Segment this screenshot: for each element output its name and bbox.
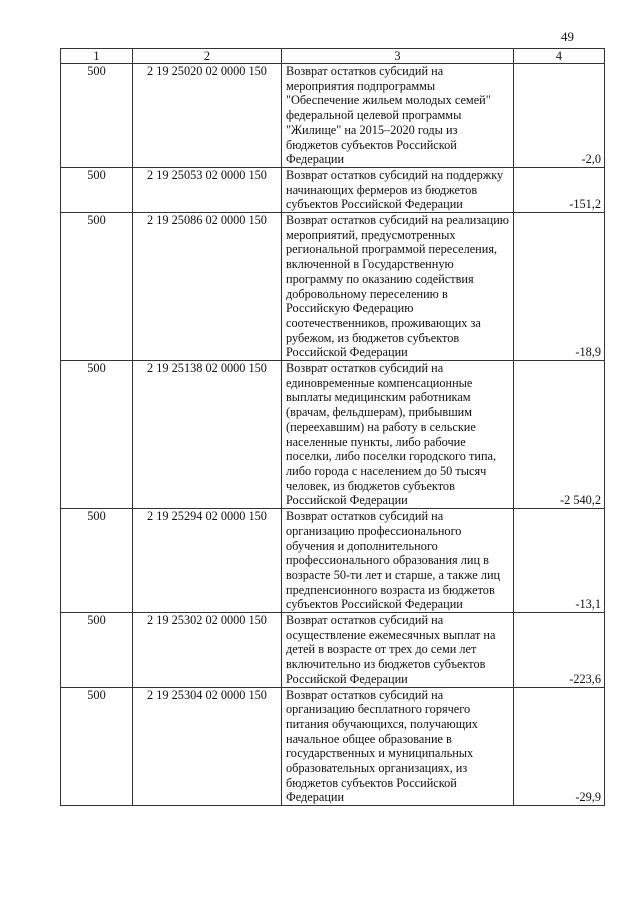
admin-code-cell: 500	[61, 361, 133, 509]
income-name-cell: Возврат остатков субсидий на единовременные компенсационные выплаты медицинским работникам (врачам, фельдшерам), прибывшим (переехавшим) на работу в сельские населенные пункты, либо рабочие поселки, либо поселки городского типа, либо города с населением до 50 тысяч человек, из бюджетов субъектов Российской Федерации	[282, 361, 514, 509]
table-row	[61, 687, 605, 806]
table-row	[61, 167, 605, 212]
budget-code-cell: 2 19 25304 02 0000 150	[133, 687, 282, 806]
column-header-1: 1	[61, 49, 133, 64]
budget-code-cell: 2 19 25302 02 0000 150	[133, 613, 282, 688]
budget-code-cell: 2 19 25138 02 0000 150	[133, 361, 282, 509]
budget-code-cell: 2 19 25086 02 0000 150	[133, 213, 282, 361]
table-row	[61, 509, 605, 613]
table-row	[61, 361, 605, 509]
admin-code-cell: 500	[61, 167, 133, 212]
income-name-cell: Возврат остатков субсидий на мероприятия подпрограммы "Обеспечение жильем молодых семей" федеральной целевой программы "Жилище" на 2015–2020 годы из бюджетов субъектов Российской Федерации	[282, 64, 514, 168]
amount-cell: -29,9	[514, 687, 605, 806]
income-name-cell: Возврат остатков субсидий на организацию профессионального обучения и дополнительного профессионального образования лиц в возрасте 50-ти лет и старше, а также лиц предпенсионного возраста из бюджетов субъектов Российской Федерации	[282, 509, 514, 613]
admin-code-cell: 500	[61, 509, 133, 613]
income-name-cell: Возврат остатков субсидий на поддержку начинающих фермеров из бюджетов субъектов Российской Федерации	[282, 167, 514, 212]
budget-code-cell: 2 19 25053 02 0000 150	[133, 167, 282, 212]
table-row	[61, 213, 605, 361]
table-row	[61, 613, 605, 688]
admin-code-cell: 500	[61, 64, 133, 168]
admin-code-cell: 500	[61, 687, 133, 806]
amount-cell: -2,0	[514, 64, 605, 168]
table-header-row	[61, 49, 605, 64]
page-number: 49	[561, 29, 574, 44]
amount-cell: -223,6	[514, 613, 605, 688]
income-name-cell: Возврат остатков субсидий на осуществление ежемесячных выплат на детей в возрасте от трех до семи лет включительно из бюджетов субъектов Российской Федерации	[282, 613, 514, 688]
amount-cell: -18,9	[514, 213, 605, 361]
amount-cell: -2 540,2	[514, 361, 605, 509]
admin-code-cell: 500	[61, 613, 133, 688]
budget-table	[60, 48, 605, 806]
budget-code-cell: 2 19 25020 02 0000 150	[133, 64, 282, 168]
amount-cell: -13,1	[514, 509, 605, 613]
income-name-cell: Возврат остатков субсидий на организацию бесплатного горячего питания обучающихся, получающих начальное общее образование в государственных и муниципальных образовательных организациях, из бюджетов субъектов Российской Федерации	[282, 687, 514, 806]
column-header-3: 3	[282, 49, 514, 64]
admin-code-cell: 500	[61, 213, 133, 361]
amount-cell: -151,2	[514, 167, 605, 212]
column-header-2: 2	[133, 49, 282, 64]
income-name-cell: Возврат остатков субсидий на реализацию мероприятий, предусмотренных региональной программой переселения, включенной в Государственную программу по оказанию содействия добровольному переселению в Российскую Федерацию соотечественников, проживающих за рубежом, из бюджетов субъектов Российской Федерации	[282, 213, 514, 361]
budget-code-cell: 2 19 25294 02 0000 150	[133, 509, 282, 613]
table-row	[61, 64, 605, 168]
column-header-4: 4	[514, 49, 605, 64]
